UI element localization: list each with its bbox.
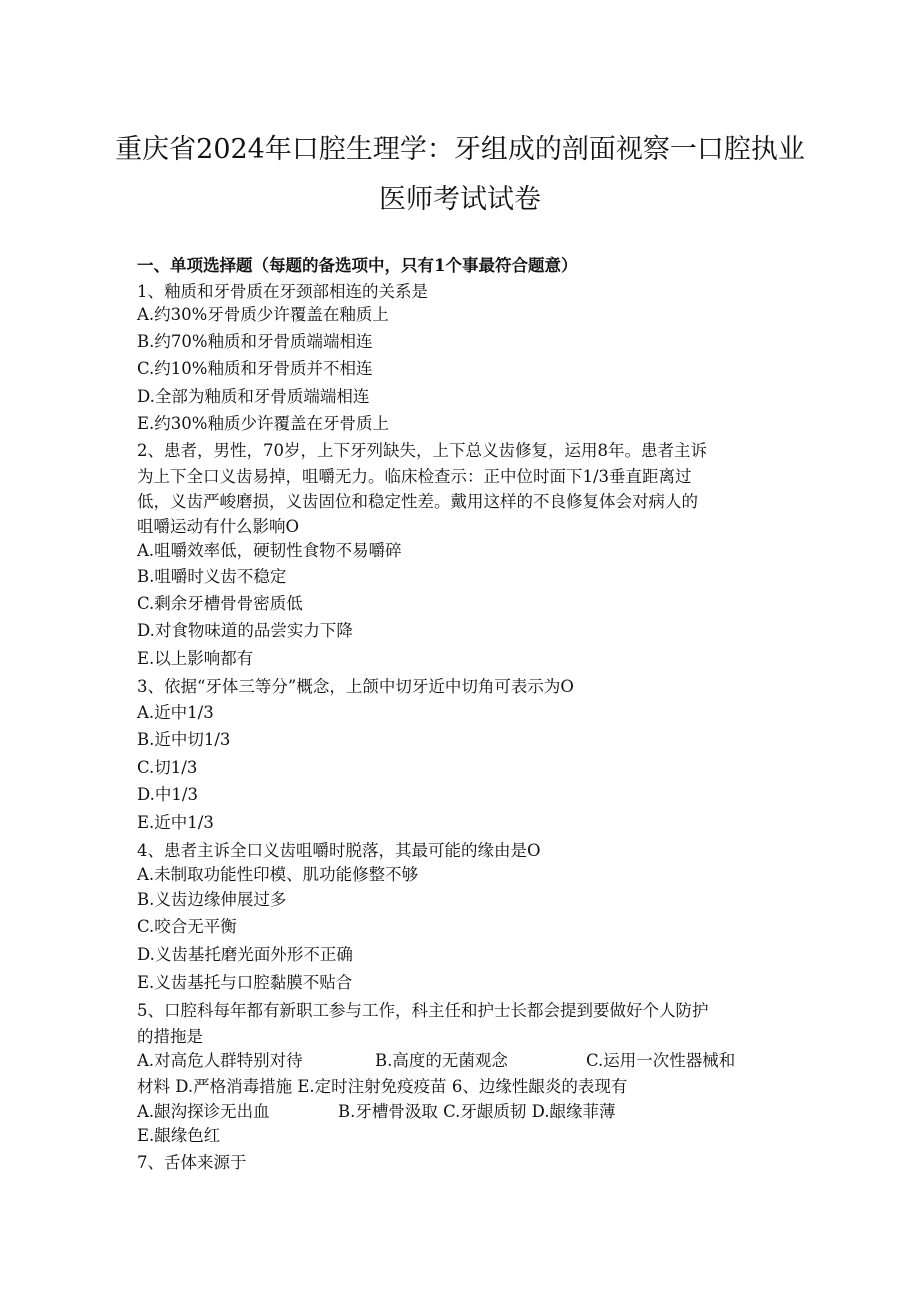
q5-stem-line-2: 的措拖是	[137, 1027, 203, 1046]
q5-options-row-1	[137, 1053, 735, 1070]
q1-option-d: D.全部为釉质和牙骨质端端相连	[137, 387, 370, 406]
document-title-line-1: 重庆省2024年口腔生理学：牙组成的剖面视察一口腔执业	[115, 134, 805, 165]
q5-options-row-2: 材料 D.严格消毒措施 E.定时注射免疫疫苗 6、边缘性龈炎的表现有	[137, 1077, 628, 1096]
q6-option-e: E.龈缘色红	[137, 1126, 221, 1145]
q6-option-a: A.龈沟探诊无出血	[137, 1102, 270, 1121]
q1-option-c: C.约10%釉质和牙骨质并不相连	[137, 359, 373, 378]
q5-option-c: C.运用一次性器械和	[586, 1051, 736, 1070]
q2-option-b: B.咀嚼时义齿不稳定	[137, 567, 287, 586]
q1-option-a: A.约30%牙骨质少许覆盖在釉质上	[137, 305, 389, 324]
q2-option-d: D.对食物味道的品尝实力下降	[137, 621, 353, 640]
q1-stem: 1、釉质和牙骨质在牙颈部相连的关系是	[137, 282, 428, 301]
q3-stem: 3、依据“牙体三等分”概念，上颌中切牙近中切角可表示为O	[137, 677, 574, 696]
document-title-line-2: 医师考试试卷	[379, 184, 541, 215]
q3-option-a: A.近中1/3	[137, 703, 214, 722]
q5-option-b: B.高度的无菌观念	[375, 1051, 508, 1070]
q4-option-a: A.未制取功能性印模、肌功能修整不够	[137, 865, 419, 884]
q3-option-b: B.近中切1/3	[137, 730, 231, 749]
q4-option-e: E.义齿基托与口腔黏膜不贴合	[137, 973, 353, 992]
q4-option-c: C.咬合无平衡	[137, 917, 237, 936]
q2-option-e: E.以上影响都有	[137, 649, 254, 668]
q2-stem-line-4: 咀嚼运动有什么影响O	[137, 517, 300, 536]
q2-stem-line-1: 2、患者，男性，70岁，上下牙列缺失，上下总义齿修复，运用8年。患者主诉	[137, 441, 707, 460]
section-heading: 一、单项选择题（每题的备选项中，只有1个事最符合题意）	[137, 256, 578, 275]
q6-options-row-1	[137, 1104, 616, 1121]
q4-stem: 4、患者主诉全口义齿咀嚼时脱落，其最可能的缘由是O	[137, 841, 541, 860]
q2-stem-line-3: 低，义齿严峻磨损，义齿固位和稳定性差。戴用这样的不良修复体会对病人的	[137, 492, 698, 511]
q2-option-c: C.剩余牙槽骨骨密质低	[137, 594, 303, 613]
q1-option-b: B.约70%釉质和牙骨质端端相连	[137, 332, 373, 351]
q4-option-d: D.义齿基托磨光面外形不正确	[137, 945, 353, 964]
q6-options-bcd: B.牙槽骨汲取 C.牙龈质韧 D.龈缘菲薄	[338, 1102, 616, 1121]
q5-stem-line-1: 5、口腔科每年都有新职工参与工作，科主任和护士长都会提到要做好个人防护	[137, 1001, 709, 1020]
q3-option-d: D.中1/3	[137, 785, 198, 804]
q4-option-b: B.义齿边缘伸展过多	[137, 890, 287, 909]
q5-option-a: A.对高危人群特别对待	[137, 1051, 303, 1070]
q1-option-e: E.约30%釉质少许覆盖在牙骨质上	[137, 414, 389, 433]
q3-option-e: E.近中1/3	[137, 813, 214, 832]
q3-option-c: C.切1/3	[137, 758, 198, 777]
q7-stem: 7、舌体来源于	[137, 1153, 247, 1172]
q2-option-a: A.咀嚼效率低，硬韧性食物不易嚼碎	[137, 541, 402, 560]
q2-stem-line-2: 为上下全口义齿易掉，咀嚼无力。临床检查示：正中位时面下1/3垂直距离过	[137, 467, 692, 486]
